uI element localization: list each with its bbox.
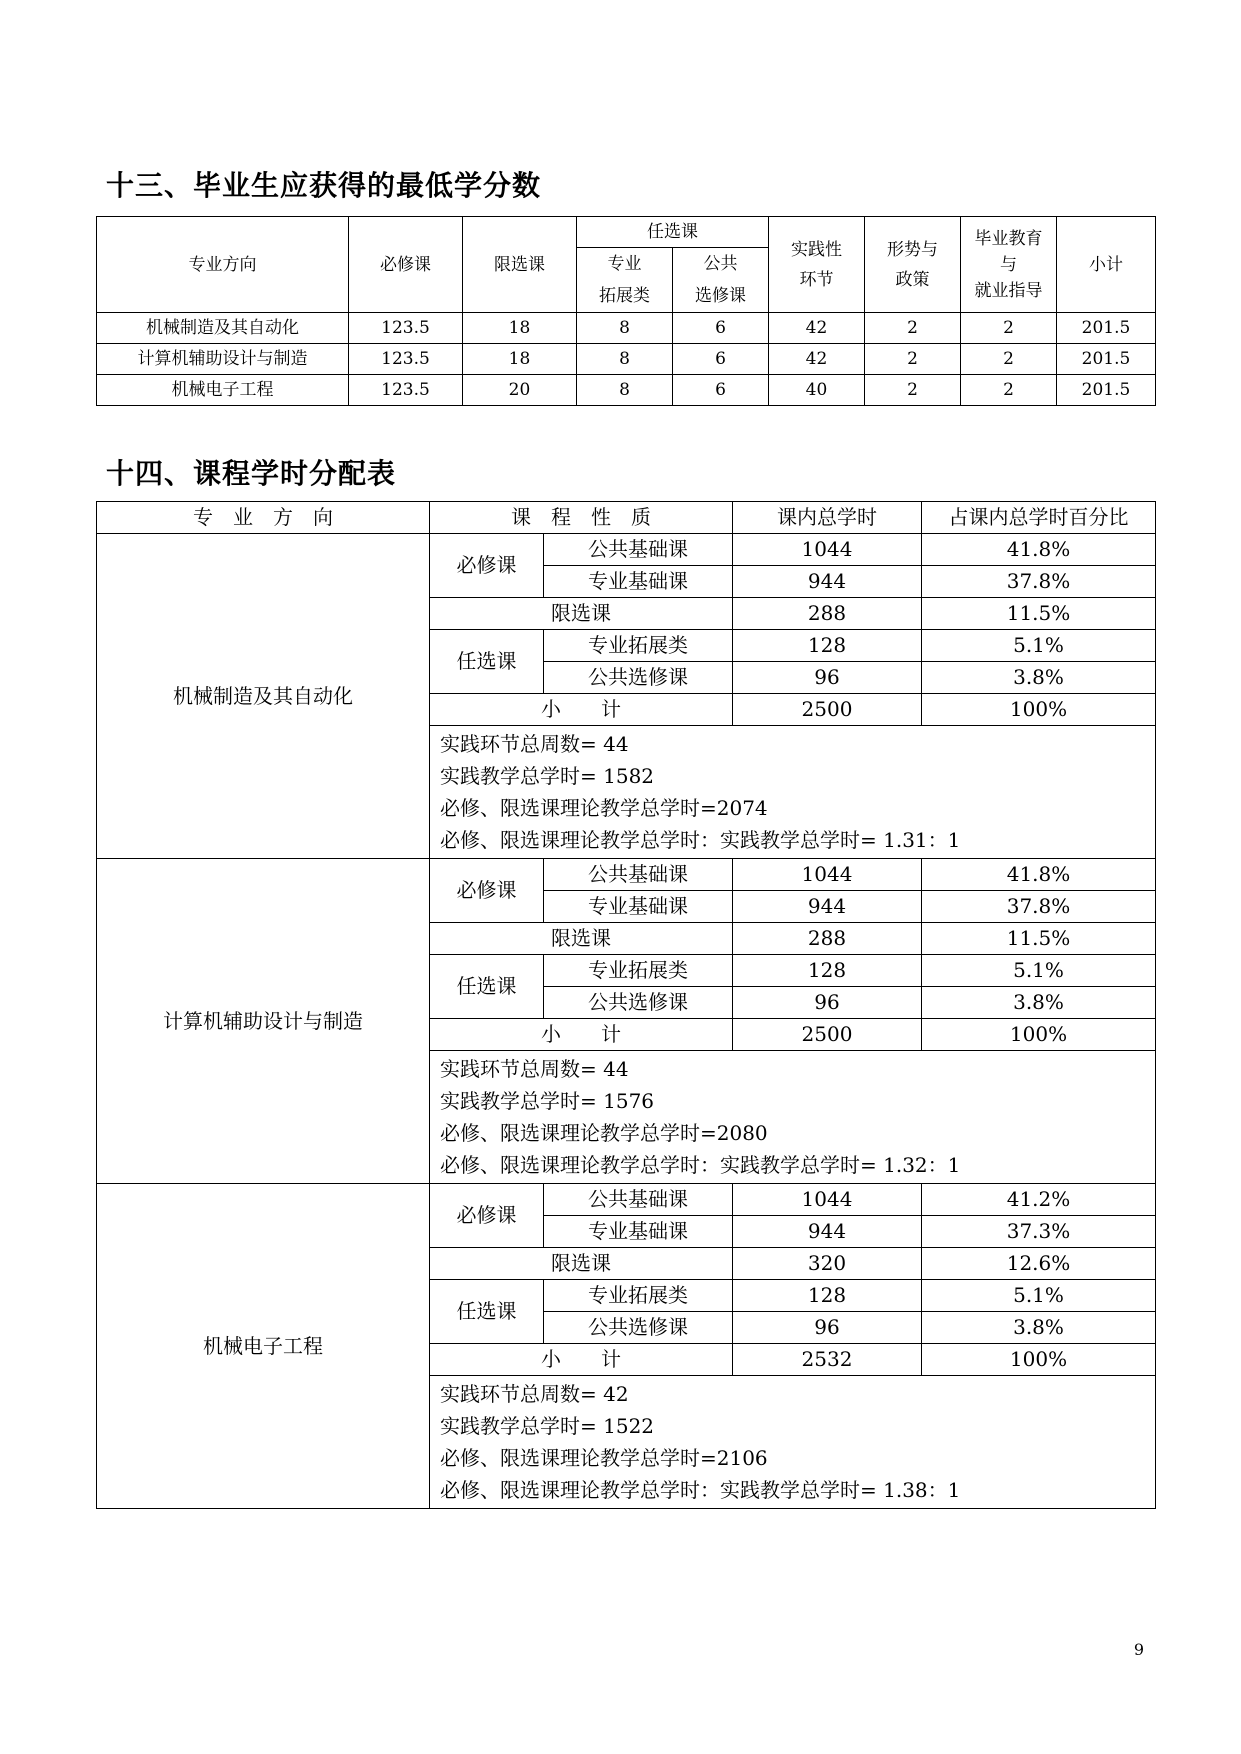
header-policy: 形势与 政策 [865, 217, 961, 313]
header-subtotal: 小计 [1057, 217, 1156, 313]
notes-row: 实践环节总周数= 44 实践教学总学时= 1582 必修、限选课理论教学总学时=2074 必修、限选课理论教学总学时：实践教学总学时= 1.31：1 [97, 726, 1156, 859]
header-percent: 占课内总学时百分比 [922, 502, 1156, 534]
direction-cell: 机械制造及其自动化 [97, 534, 430, 859]
table-row: 专业基础课 944 37.8% [97, 891, 1156, 923]
header-practice: 实践性 环节 [769, 217, 865, 313]
table-row: 小 计 2532 100% [97, 1344, 1156, 1376]
table-row: 机械电子工程 123.5 20 8 6 40 2 2 201.5 [97, 375, 1156, 406]
page-number: 9 [1133, 1640, 1144, 1659]
table-row: 公共选修课 96 3.8% [97, 1312, 1156, 1344]
table-row: 机械制造及其自动化 必修课 公共基础课 1044 41.8% [97, 534, 1156, 566]
header-limited: 限选课 [463, 217, 577, 313]
header-nature: 课 程 性 质 [430, 502, 733, 534]
table-row: 任选课 专业拓展类 128 5.1% [97, 955, 1156, 987]
table-row: 小 计 2500 100% [97, 694, 1156, 726]
table-row: 计算机辅助设计与制造 123.5 18 8 6 42 2 2 201.5 [97, 344, 1156, 375]
section-14-title: 十四、课程学时分配表 [106, 457, 397, 490]
table-row: 小 计 2500 100% [97, 1019, 1156, 1051]
table-row: 专业基础课 944 37.3% [97, 1216, 1156, 1248]
direction-cell: 机械电子工程 [97, 1184, 430, 1509]
header-required: 必修课 [349, 217, 463, 313]
table-row: 限选课 320 12.6% [97, 1248, 1156, 1280]
table-row: 机械电子工程 必修课 公共基础课 1044 41.2% [97, 1184, 1156, 1216]
course-hours-table [96, 501, 1156, 1509]
table-row: 专业基础课 944 37.8% [97, 566, 1156, 598]
table-row: 任选课 专业拓展类 128 5.1% [97, 630, 1156, 662]
header-hours: 课内总学时 [733, 502, 922, 534]
table-row: 公共选修课 96 3.8% [97, 987, 1156, 1019]
table-row: 任选课 专业拓展类 128 5.1% [97, 1280, 1156, 1312]
header-direction: 专业方向 [97, 217, 349, 313]
direction-cell: 计算机辅助设计与制造 [97, 859, 430, 1184]
header-elective-public: 公共 选修课 [673, 248, 769, 313]
header-elective: 任选课 [577, 217, 769, 248]
header-direction: 专 业 方 向 [97, 502, 430, 534]
notes-row: 实践环节总周数= 42 实践教学总学时= 1522 必修、限选课理论教学总学时=2106 必修、限选课理论教学总学时：实践教学总学时= 1.38：1 [97, 1376, 1156, 1509]
header-guidance: 毕业教育 与 就业指导 [961, 217, 1057, 313]
notes-row: 实践环节总周数= 44 实践教学总学时= 1576 必修、限选课理论教学总学时=2080 必修、限选课理论教学总学时：实践教学总学时= 1.32：1 [97, 1051, 1156, 1184]
table-row: 计算机辅助设计与制造 必修课 公共基础课 1044 41.8% [97, 859, 1156, 891]
section-13-title: 十三、毕业生应获得的最低学分数 [106, 169, 542, 202]
table-row: 限选课 288 11.5% [97, 598, 1156, 630]
table-row: 公共选修课 96 3.8% [97, 662, 1156, 694]
table-row: 机械制造及其自动化 123.5 18 8 6 42 2 2 201.5 [97, 313, 1156, 344]
table-row: 限选课 288 11.5% [97, 923, 1156, 955]
min-credits-table [96, 216, 1156, 406]
header-elective-major: 专业 拓展类 [577, 248, 673, 313]
